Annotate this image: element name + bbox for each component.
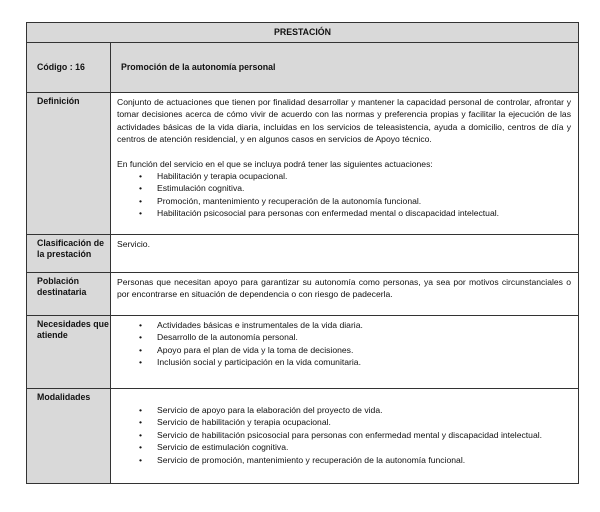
modalidades-row [27,389,579,484]
list-item: • Desarrollo de la autonomía personal. [117,331,571,343]
header-row [27,23,579,43]
definicion-list [117,170,571,220]
code-row [27,43,579,93]
clasificacion-row [27,235,579,273]
prestacion-table [26,22,579,484]
code-label: Código : 16 [27,43,111,93]
definicion-paragraph: Conjunto de actuaciones que tienen por finalidad desarrollar y mantener la capacidad personal de controlar, afrontar y tomar decisiones acerca de cómo vivir de acuerdo con las normas y preferencia propias y facilitar la ejecución de las actividades básicas de la vida diaria, incluidas en los servicios de teleasistencia, ayuda a domicilio, centros de día y centros de atención residencial, y en algunos casos en servicios de Apoyo técnico. [117,97,571,145]
poblacion-row [27,273,579,316]
modalidades-cell [111,389,579,484]
definicion-row [27,93,579,235]
list-item: • Apoyo para el plan de vida y la toma de decisiones. [117,344,571,356]
necesidades-cell [111,316,579,389]
necesidades-list [117,319,571,369]
poblacion-value: Personas que necesitan apoyo para garantizar su autonomía como personas, ya sea por motivos circunstanciales o por encontrarse en situación de dependencia o con riesgo de padecerla. [111,273,579,316]
table-header: PRESTACIÓN [27,23,579,43]
list-item: • Habilitación y terapia ocupacional. [117,170,571,182]
list-item: • Servicio de apoyo para la elaboración del proyecto de vida. [117,404,571,416]
list-item: • Actividades básicas e instrumentales de la vida diaria. [117,319,571,331]
code-value: Promoción de la autonomía personal [111,43,579,93]
list-item: • Estimulación cognitiva. [117,182,571,194]
modalidades-list [117,404,571,466]
list-item: • Servicio de promoción, mantenimiento y recuperación de la autonomía funcional. [117,454,571,466]
list-item: • Habilitación psicosocial para personas con enfermedad mental o discapacidad intelectual. [117,207,571,219]
list-item: • Servicio de habilitación y terapia ocupacional. [117,416,571,428]
clasificacion-value: Servicio. [111,235,579,273]
prestacion-sheet [26,22,579,484]
list-item: • Promoción, mantenimiento y recuperación de la autonomía funcional. [117,195,571,207]
list-item: • Inclusión social y participación en la vida comunitaria. [117,356,571,368]
definicion-intro: En función del servicio en el que se incluya podrá tener las siguientes actuaciones: [117,158,433,169]
clasificacion-label: Clasificación de la prestación [27,235,111,273]
necesidades-row [27,316,579,389]
definicion-cell [111,93,579,235]
list-item: • Servicio de habilitación psicosocial para personas con enfermedad mental y discapacidad intelectual. [117,429,571,441]
modalidades-label: Modalidades [27,389,111,484]
definicion-label: Definición [27,93,111,235]
list-item: • Servicio de estimulación cognitiva. [117,441,571,453]
necesidades-label: Necesidades que atiende [27,316,111,389]
poblacion-label: Población destinataria [27,273,111,316]
